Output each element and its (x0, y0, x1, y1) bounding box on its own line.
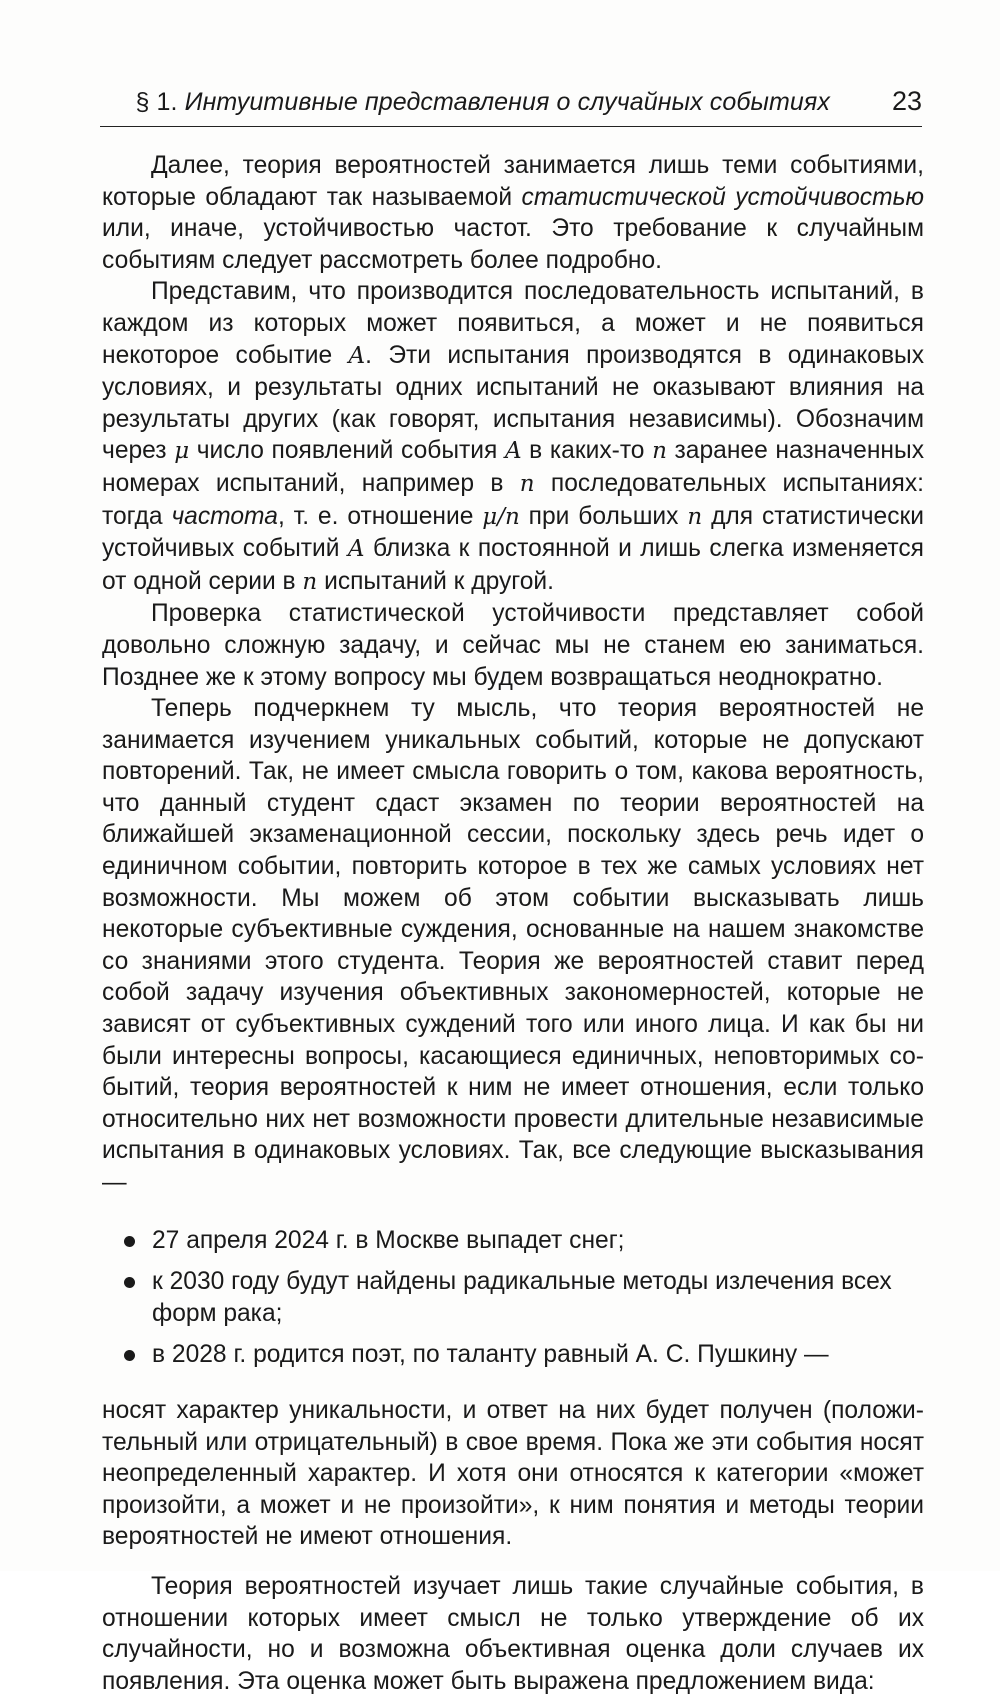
text-run: или, иначе, устойчивостью частот. Это требование к случайным событиям следует рассмотреть более подробно. (102, 215, 924, 274)
bullet-icon (124, 1236, 135, 1247)
math-symbol: n (302, 568, 318, 595)
running-header (100, 84, 922, 127)
paragraph-4: Теперь подчеркнем ту мысль, что теория вероятностей не занимается изучением уникальных событий, которые не допускают повторений. Так, не имеет смысла говорить о том, какова вероятность, что данный студент сдаст экзамен по теории вероятностей на ближайшей экзаменационной сессии, поскольку здесь речь идет о единичном событии, повторить которое в тех же самых условиях нет возможности. Мы можем об этом событии высказывать лишь некоторые субъективные суждения, основанные на нашем знакомстве со знаниями этого студента. Теория же вероятностей ставит перед собой задачу изучения объективных закономерностей, которые не зависят от субъективных суждений того или иного лица. И как бы ни были интересны вопросы, касающиеся единичных, неповторимых событий, теория вероятностей к ним не имеет отношения, если только относительно них нет возможности провести длительные независимые испытания в одинаковых условиях. Так, все следующие высказывания — (102, 695, 924, 1196)
text-run: , т. е. отношение (277, 502, 483, 530)
text-run: . Эти испытания производятся в одинаковых условиях, и результаты одних испытаний не оказывают влияния на результаты других (как говорят, испытания независимы). Обозначим через (102, 341, 924, 465)
page-body (102, 150, 924, 1697)
bullet-icon (124, 1277, 135, 1288)
text-run: для статистически устойчивых событий (102, 502, 924, 563)
list-item (102, 1225, 924, 1257)
math-symbol: A (347, 536, 365, 563)
list-item (102, 1266, 924, 1329)
math-symbol: n (519, 470, 535, 497)
page-number: 23 (891, 86, 922, 116)
section-number: § 1. (135, 88, 178, 116)
header-title (135, 88, 830, 117)
text-run: близка к постоянной и лишь слегка изменяется от одной серии в (102, 535, 924, 595)
emphasis-term: частота (171, 502, 278, 530)
chapter-title: Интуитивные представления о случайных событиях (184, 88, 830, 116)
text-run: в каких-то (521, 437, 653, 465)
text-run: при больших (519, 502, 688, 530)
math-symbol: n (652, 438, 667, 465)
math-symbol: A (504, 438, 522, 465)
text-run: Представим, что производится последовательность испытаний, в каждом из которых может появиться, а может и не появиться некоторое событие (102, 278, 924, 369)
text-run: Далее, теория вероятностей занимается лишь теми событиями, которые обладают так называемой (102, 152, 924, 211)
math-expression: μ/n (482, 503, 520, 530)
bullet-list (102, 1225, 924, 1371)
list-item-text: 27 апреля 2024 г. в Москве выпадет снег; (152, 1226, 625, 1254)
paragraph-5: носят характер уникальности, и ответ на них будет получен (положительный или отрицательный) в свое время. Пока же эти события носят неопределенный характер. И хотя они относятся к категории «может произойти, а может и не произойти», к ним понятия и методы теории вероятностей не имеют отношения. (102, 1396, 924, 1551)
emphasis-term: статистической устойчивостью (521, 183, 924, 211)
text-run: испытаний к другой. (317, 567, 554, 595)
paragraph-1 (102, 150, 924, 276)
text-run: заранее назначенных номерах испытаний, например в (102, 437, 924, 497)
list-item-text: в 2028 г. родится поэт, по таланту равный А. С. Пушкину — (152, 1341, 829, 1369)
paragraph-2 (102, 276, 924, 598)
text-run: последовательных испытаниях: тогда (102, 469, 924, 530)
math-symbol: n (687, 503, 703, 530)
text-run: число появлений события (189, 437, 505, 465)
bullet-icon (124, 1350, 135, 1361)
paragraph-3: Проверка статистической устойчивости представляет собой довольно сложную задачу, и сейчас мы не станем ею заниматься. Позднее же к этому вопросу мы будем возвращаться неоднократно. (102, 600, 924, 691)
paragraph-6: Теория вероятностей изучает лишь такие случайные события, в отношении которых имеет смысл не только утверждение об их случайности, но и возможна объективная оценка доли случаев их появления. Эта оценка может быть выражена предложением вида: (102, 1572, 924, 1695)
math-symbol: μ (174, 438, 190, 465)
list-item-text: к 2030 году будут найдены радикальные методы излечения всех форм рака; (152, 1268, 892, 1327)
math-symbol: A (348, 342, 366, 369)
list-item (102, 1339, 924, 1371)
